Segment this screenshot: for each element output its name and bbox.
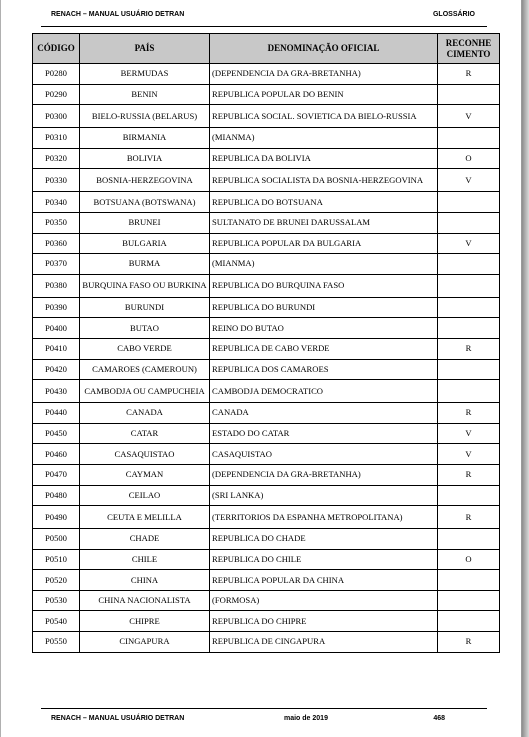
table-row bbox=[33, 506, 500, 529]
cell-pais: CHADE bbox=[80, 529, 210, 550]
cell-pais: BIELO-RUSSIA (BELARUS) bbox=[80, 105, 210, 128]
cell-codigo: P0320 bbox=[33, 148, 80, 169]
table-row bbox=[33, 212, 500, 233]
cell-codigo: P0440 bbox=[33, 403, 80, 424]
cell-pais: CHILE bbox=[80, 549, 210, 570]
table-row bbox=[33, 529, 500, 550]
header-title: RENACH – MANUAL USUÁRIO DETRAN bbox=[51, 11, 185, 18]
cell-denominacao: (MIANMA) bbox=[210, 254, 438, 275]
cell-denominacao: REPUBLICA POPULAR DA BULGARIA bbox=[210, 233, 438, 254]
cell-reconhecimento bbox=[438, 84, 500, 105]
table-row bbox=[33, 233, 500, 254]
column-header-reconhecimento: RECONHE CIMENTO bbox=[438, 34, 500, 64]
cell-denominacao: REPUBLICA DO CHADE bbox=[210, 529, 438, 550]
cell-codigo: P0370 bbox=[33, 254, 80, 275]
cell-denominacao: REPUBLICA DO CHILE bbox=[210, 549, 438, 570]
cell-codigo: P0360 bbox=[33, 233, 80, 254]
cell-denominacao: REPUBLICA DE CABO VERDE bbox=[210, 338, 438, 359]
cell-denominacao: (DEPENDENCIA DA GRA-BRETANHA) bbox=[210, 464, 438, 485]
column-header-pais: PAÍS bbox=[80, 34, 210, 64]
table-row bbox=[33, 611, 500, 632]
cell-reconhecimento: R bbox=[438, 338, 500, 359]
table-row bbox=[33, 444, 500, 465]
cell-pais: CANADA bbox=[80, 403, 210, 424]
table-header-row bbox=[33, 34, 500, 64]
table-row bbox=[33, 380, 500, 403]
cell-codigo: P0280 bbox=[33, 64, 80, 85]
cell-denominacao: REPUBLICA DO BOTSUANA bbox=[210, 192, 438, 213]
cell-codigo: P0530 bbox=[33, 590, 80, 611]
cell-denominacao: (TERRITORIOS DA ESPANHA METROPOLITANA) bbox=[210, 506, 438, 529]
cell-reconhecimento: R bbox=[438, 64, 500, 85]
cell-pais: CAYMAN bbox=[80, 464, 210, 485]
footer-date: maio de 2019 bbox=[284, 715, 328, 722]
cell-codigo: P0510 bbox=[33, 549, 80, 570]
table-row bbox=[33, 318, 500, 339]
cell-reconhecimento bbox=[438, 297, 500, 318]
cell-reconhecimento bbox=[438, 128, 500, 149]
table-row bbox=[33, 64, 500, 85]
cell-pais: BRUNEI bbox=[80, 212, 210, 233]
page-shadow bbox=[522, 0, 529, 737]
cell-codigo: P0310 bbox=[33, 128, 80, 149]
cell-pais: BIRMANIA bbox=[80, 128, 210, 149]
cell-pais: BERMUDAS bbox=[80, 64, 210, 85]
cell-denominacao: REPUBLICA SOCIAL. SOVIETICA DA BIELO-RUSSIA bbox=[210, 105, 438, 128]
cell-reconhecimento bbox=[438, 611, 500, 632]
cell-codigo: P0380 bbox=[33, 274, 80, 297]
table-row bbox=[33, 464, 500, 485]
cell-pais: CHINA NACIONALISTA bbox=[80, 590, 210, 611]
cell-reconhecimento bbox=[438, 274, 500, 297]
cell-pais: CAMAROES (CAMEROUN) bbox=[80, 359, 210, 380]
table-row bbox=[33, 403, 500, 424]
cell-codigo: P0520 bbox=[33, 570, 80, 591]
cell-denominacao: (DEPENDENCIA DA GRA-BRETANHA) bbox=[210, 64, 438, 85]
cell-reconhecimento: O bbox=[438, 148, 500, 169]
cell-codigo: P0350 bbox=[33, 212, 80, 233]
table-row bbox=[33, 590, 500, 611]
cell-denominacao: (SRI LANKA) bbox=[210, 485, 438, 506]
cell-pais: CEILAO bbox=[80, 485, 210, 506]
cell-reconhecimento: R bbox=[438, 506, 500, 529]
cell-denominacao: REPUBLICA SOCIALISTA DA BOSNIA-HERZEGOVINA bbox=[210, 169, 438, 192]
cell-codigo: P0390 bbox=[33, 297, 80, 318]
cell-reconhecimento bbox=[438, 359, 500, 380]
cell-codigo: P0480 bbox=[33, 485, 80, 506]
cell-pais: BENIN bbox=[80, 84, 210, 105]
cell-denominacao: SULTANATO DE BRUNEI DARUSSALAM bbox=[210, 212, 438, 233]
table-row bbox=[33, 338, 500, 359]
table-row bbox=[33, 632, 500, 653]
cell-reconhecimento: R bbox=[438, 403, 500, 424]
cell-reconhecimento: V bbox=[438, 423, 500, 444]
column-header-denominacao: DENOMINAÇÃO OFICIAL bbox=[210, 34, 438, 64]
table-row bbox=[33, 423, 500, 444]
cell-codigo: P0420 bbox=[33, 359, 80, 380]
cell-reconhecimento bbox=[438, 212, 500, 233]
table-row bbox=[33, 549, 500, 570]
cell-pais: BOLIVIA bbox=[80, 148, 210, 169]
cell-reconhecimento: O bbox=[438, 549, 500, 570]
cell-reconhecimento bbox=[438, 570, 500, 591]
table-row bbox=[33, 148, 500, 169]
cell-reconhecimento bbox=[438, 529, 500, 550]
cell-codigo: P0550 bbox=[33, 632, 80, 653]
cell-denominacao: REPUBLICA DE CINGAPURA bbox=[210, 632, 438, 653]
table-row bbox=[33, 570, 500, 591]
page-header bbox=[41, 8, 487, 27]
cell-denominacao: REPUBLICA POPULAR DO BENIN bbox=[210, 84, 438, 105]
cell-denominacao: CANADA bbox=[210, 403, 438, 424]
cell-codigo: P0340 bbox=[33, 192, 80, 213]
cell-reconhecimento: V bbox=[438, 444, 500, 465]
cell-denominacao: REPUBLICA DO CHIPRE bbox=[210, 611, 438, 632]
cell-reconhecimento bbox=[438, 192, 500, 213]
cell-pais: CASAQUISTAO bbox=[80, 444, 210, 465]
cell-pais: BURUNDI bbox=[80, 297, 210, 318]
cell-codigo: P0460 bbox=[33, 444, 80, 465]
cell-denominacao: REPUBLICA DOS CAMAROES bbox=[210, 359, 438, 380]
table-row bbox=[33, 485, 500, 506]
cell-denominacao: (MIANMA) bbox=[210, 128, 438, 149]
table-row bbox=[33, 84, 500, 105]
cell-pais: BOTSUANA (BOTSWANA) bbox=[80, 192, 210, 213]
cell-denominacao: REPUBLICA DO BURUNDI bbox=[210, 297, 438, 318]
cell-reconhecimento: V bbox=[438, 105, 500, 128]
cell-codigo: P0400 bbox=[33, 318, 80, 339]
cell-codigo: P0430 bbox=[33, 380, 80, 403]
cell-codigo: P0490 bbox=[33, 506, 80, 529]
cell-reconhecimento: V bbox=[438, 233, 500, 254]
cell-pais: CAMBODJA OU CAMPUCHEIA bbox=[80, 380, 210, 403]
cell-denominacao: CAMBODJA DEMOCRATICO bbox=[210, 380, 438, 403]
page-footer bbox=[41, 708, 487, 725]
cell-pais: CINGAPURA bbox=[80, 632, 210, 653]
cell-codigo: P0330 bbox=[33, 169, 80, 192]
header-section: GLOSSÁRIO bbox=[432, 11, 475, 18]
cell-pais: BURMA bbox=[80, 254, 210, 275]
cell-pais: BULGARIA bbox=[80, 233, 210, 254]
cell-denominacao: REINO DO BUTAO bbox=[210, 318, 438, 339]
cell-denominacao: REPUBLICA DA BOLIVIA bbox=[210, 148, 438, 169]
cell-codigo: P0470 bbox=[33, 464, 80, 485]
cell-reconhecimento bbox=[438, 485, 500, 506]
country-table bbox=[32, 33, 500, 653]
column-header-codigo: CÓDIGO bbox=[33, 34, 80, 64]
cell-denominacao: ESTADO DO CATAR bbox=[210, 423, 438, 444]
cell-codigo: P0540 bbox=[33, 611, 80, 632]
table-row bbox=[33, 128, 500, 149]
cell-pais: CATAR bbox=[80, 423, 210, 444]
cell-reconhecimento bbox=[438, 380, 500, 403]
cell-reconhecimento: R bbox=[438, 632, 500, 653]
cell-pais: CHINA bbox=[80, 570, 210, 591]
cell-codigo: P0290 bbox=[33, 84, 80, 105]
cell-denominacao: REPUBLICA POPULAR DA CHINA bbox=[210, 570, 438, 591]
table-row bbox=[33, 105, 500, 128]
cell-pais: BOSNIA-HERZEGOVINA bbox=[80, 169, 210, 192]
cell-codigo: P0500 bbox=[33, 529, 80, 550]
cell-pais: CEUTA E MELILLA bbox=[80, 506, 210, 529]
cell-reconhecimento bbox=[438, 590, 500, 611]
cell-codigo: P0300 bbox=[33, 105, 80, 128]
cell-denominacao: REPUBLICA DO BURQUINA FASO bbox=[210, 274, 438, 297]
table-row bbox=[33, 254, 500, 275]
page-number: 468 bbox=[433, 715, 445, 722]
cell-reconhecimento: R bbox=[438, 464, 500, 485]
table-row bbox=[33, 297, 500, 318]
cell-denominacao: (FORMOSA) bbox=[210, 590, 438, 611]
cell-reconhecimento: V bbox=[438, 169, 500, 192]
table-row bbox=[33, 192, 500, 213]
cell-codigo: P0410 bbox=[33, 338, 80, 359]
cell-pais: BUTAO bbox=[80, 318, 210, 339]
cell-denominacao: CASAQUISTAO bbox=[210, 444, 438, 465]
table-row bbox=[33, 169, 500, 192]
table-row bbox=[33, 274, 500, 297]
cell-pais: CABO VERDE bbox=[80, 338, 210, 359]
cell-pais: BURQUINA FASO OU BURKINA bbox=[80, 274, 210, 297]
cell-codigo: P0450 bbox=[33, 423, 80, 444]
footer-title: RENACH – MANUAL USUÁRIO DETRAN bbox=[51, 715, 185, 722]
cell-pais: CHIPRE bbox=[80, 611, 210, 632]
cell-reconhecimento bbox=[438, 318, 500, 339]
cell-reconhecimento bbox=[438, 254, 500, 275]
table-row bbox=[33, 359, 500, 380]
